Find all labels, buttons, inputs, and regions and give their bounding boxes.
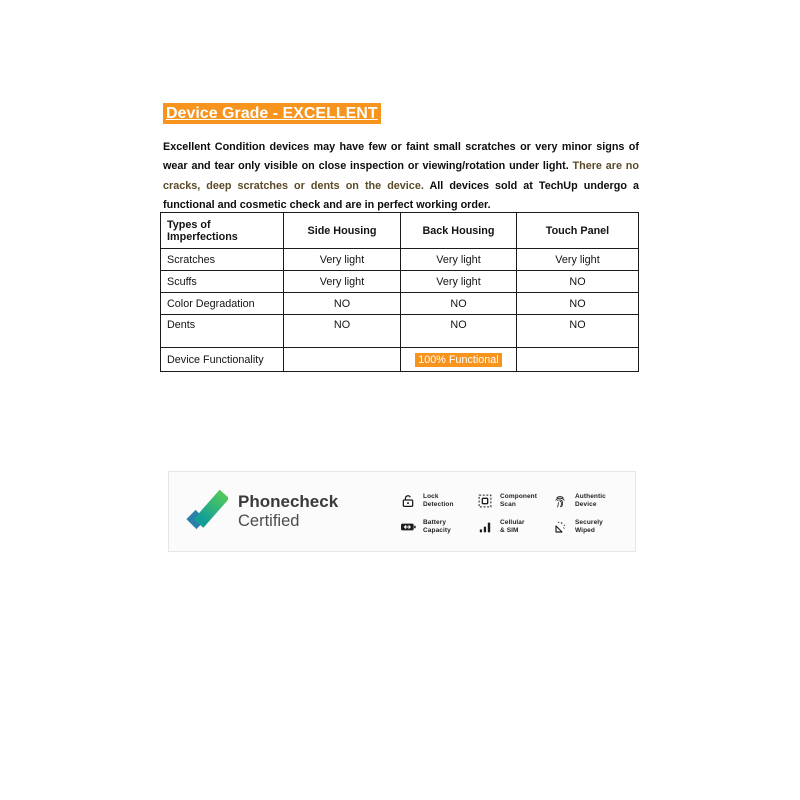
cell-value: Very light — [517, 249, 639, 271]
table-row-device-functionality — [161, 348, 639, 372]
feature-label: Securely Wiped — [575, 519, 603, 534]
table-row-dents — [161, 315, 639, 348]
feature-cellular-sim — [477, 519, 552, 535]
cell-value — [401, 348, 517, 372]
battery-icon — [400, 519, 416, 535]
header-touch-panel: Touch Panel — [517, 213, 639, 249]
phonecheck-brand: Phonecheck — [238, 491, 339, 511]
feature-label: Cellular & SIM — [500, 519, 525, 534]
feature-label: Battery Capacity — [423, 519, 451, 534]
cell-label: Scuffs — [161, 271, 284, 293]
imperfections-table — [160, 212, 639, 372]
cell-value: NO — [401, 293, 517, 315]
cell-label: Device Functionality — [161, 348, 284, 372]
cell-value — [284, 348, 401, 372]
phonecheck-subtitle: Certified — [238, 511, 300, 530]
table-row-color-degradation — [161, 293, 639, 315]
fingerprint-icon — [552, 493, 568, 509]
cell-value — [517, 348, 639, 372]
functional-highlight: 100% Functional — [415, 353, 501, 367]
phonecheck-logo — [186, 487, 338, 535]
table-row-scuffs — [161, 271, 639, 293]
signal-bars-icon — [477, 519, 493, 535]
cell-value: NO — [517, 315, 639, 348]
wipe-icon — [552, 519, 568, 535]
feature-securely-wiped — [552, 519, 624, 535]
cell-value: Very light — [401, 249, 517, 271]
description-part-3: All devices sold at TechUp undergo a functional and cosmetic check and are in perfect working order. — [163, 179, 639, 212]
feature-battery-capacity — [400, 519, 477, 535]
header-back-housing: Back Housing — [401, 213, 517, 249]
certification-features — [400, 493, 624, 535]
feature-authentic-device — [552, 493, 624, 509]
feature-label: Authentic Device — [575, 493, 606, 508]
cell-value: Very light — [284, 271, 401, 293]
title-block — [163, 103, 381, 124]
feature-label: Component Scan — [500, 493, 538, 508]
table-header-row — [161, 213, 639, 249]
cell-value: Very light — [401, 271, 517, 293]
cell-label: Dents — [161, 315, 284, 348]
cell-label: Scratches — [161, 249, 284, 271]
cell-value: Very light — [284, 249, 401, 271]
cell-value: NO — [401, 315, 517, 348]
description-part-2: There are no cracks, deep scratches or dents on the device. — [163, 160, 639, 192]
feature-lock-detection — [400, 493, 477, 509]
feature-label: Lock Detection — [423, 493, 454, 508]
phonecheck-wordmark — [238, 492, 338, 531]
checkmark-icon — [186, 487, 228, 535]
page-title: Device Grade - EXCELLENT — [163, 103, 381, 124]
phonecheck-certified-banner — [168, 471, 636, 552]
cell-value: NO — [517, 293, 639, 315]
table-row-scratches — [161, 249, 639, 271]
header-types-of-imperfections: Types of Imperfections — [161, 213, 284, 249]
description-paragraph — [163, 138, 639, 216]
cell-label: Color Degradation — [161, 293, 284, 315]
cell-value: NO — [284, 293, 401, 315]
feature-component-scan — [477, 493, 552, 509]
lock-icon — [400, 493, 416, 509]
cell-value: NO — [284, 315, 401, 348]
header-side-housing: Side Housing — [284, 213, 401, 249]
cell-value: NO — [517, 271, 639, 293]
description-part-1: Excellent Condition devices may have few or faint small scratches or very minor signs of wear and tear only visible on close inspection or viewing/rotation under light. — [163, 141, 639, 173]
component-scan-icon — [477, 493, 493, 509]
